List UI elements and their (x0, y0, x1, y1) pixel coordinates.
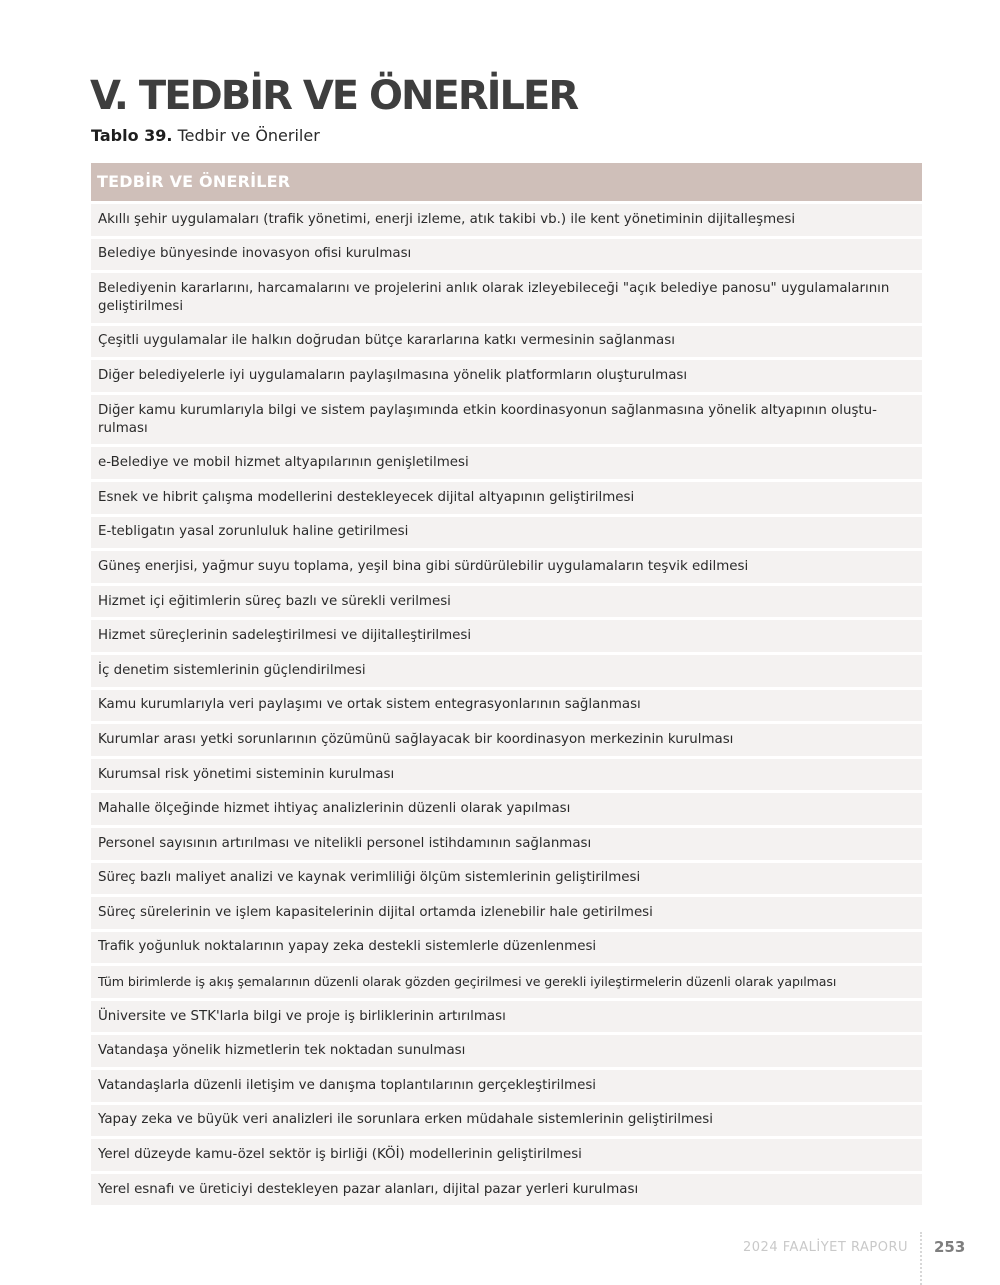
table-row: Vatandaşa yönelik hizmetlerin tek noktadan sunulması (91, 1035, 922, 1067)
table-row: Yerel esnafı ve üreticiyi destekleyen pazar alanları, dijital pazar yerleri kurulması (91, 1174, 922, 1206)
page-title: V. TEDBİR VE ÖNERİLER (90, 73, 578, 119)
footer-divider (920, 1232, 922, 1285)
table-row: Vatandaşlarla düzenli iletişim ve danışma toplantılarının gerçekleştirilmesi (91, 1070, 922, 1102)
table-row: Akıllı şehir uygulamaları (trafik yönetimi, enerji izleme, atık takibi vb.) ile kent yönetiminin dijitalleşmesi (91, 204, 922, 236)
report-label: 2024 FAALİYET RAPORU (743, 1240, 908, 1255)
table-row: Üniversite ve STK'larla bilgi ve proje iş birliklerinin artırılması (91, 1001, 922, 1033)
table-row: Çeşitli uygulamalar ile halkın doğrudan bütçe kararlarına katkı vermesinin sağlanması (91, 326, 922, 358)
table-row: Diğer belediyelerle iyi uygulamaların paylaşılmasına yönelik platformların oluşturulması (91, 360, 922, 392)
table-row: Hizmet içi eğitimlerin süreç bazlı ve sürekli verilmesi (91, 586, 922, 618)
table-row: Mahalle ölçeğinde hizmet ihtiyaç analizlerinin düzenli olarak yapılması (91, 793, 922, 825)
table-row: E-tebligatın yasal zorunluluk haline getirilmesi (91, 517, 922, 549)
caption-text: Tedbir ve Öneriler (177, 126, 320, 145)
table-row: Hizmet süreçlerinin sadeleştirilmesi ve dijitalleştirilmesi (91, 620, 922, 652)
caption-label: Tablo 39. (91, 126, 173, 145)
table-row: Esnek ve hibrit çalışma modellerini destekleyecek dijital altyapının geliştirilmesi (91, 482, 922, 514)
table-row: Süreç bazlı maliyet analizi ve kaynak verimliliği ölçüm sistemlerinin geliştirilmesi (91, 863, 922, 895)
table-row: Kurumlar arası yetki sorunlarının çözümünü sağlayacak bir koordinasyon merkezinin kurulması (91, 724, 922, 756)
table-row: Yerel düzeyde kamu-özel sektör iş birliği (KÖİ) modellerinin geliştirilmesi (91, 1139, 922, 1171)
table-row: Yapay zeka ve büyük veri analizleri ile sorunlara erken müdahale sistemlerinin geliştirilmesi (91, 1105, 922, 1137)
table-header: TEDBİR VE ÖNERİLER (91, 163, 922, 201)
table-row: İç denetim sistemlerinin güçlendirilmesi (91, 655, 922, 687)
table-row: Belediyenin kararlarını, harcamalarını ve projelerini anlık olarak izleyebileceği "açık belediye panosu" uygulamalarının geliştirilmesi (91, 273, 922, 323)
table-row: Kurumsal risk yönetimi sisteminin kurulması (91, 759, 922, 791)
table-row: Güneş enerjisi, yağmur suyu toplama, yeşil bina gibi sürdürülebilir uygulamaların teşvik edilmesi (91, 551, 922, 583)
measures-table (91, 163, 922, 1205)
table-row: Belediye bünyesinde inovasyon ofisi kurulması (91, 239, 922, 271)
table-row: Diğer kamu kurumlarıyla bilgi ve sistem paylaşımında etkin koordinasyonun sağlanmasına yönelik altyapının oluştu-rulması (91, 395, 922, 445)
table-caption (91, 126, 320, 146)
table-row: e-Belediye ve mobil hizmet altyapılarının genişletilmesi (91, 447, 922, 479)
table-row: Tüm birimlerde iş akış şemalarının düzenli olarak gözden geçirilmesi ve gerekli iyileştirmelerin düzenli olarak yapılması (91, 966, 922, 998)
table-row: Süreç sürelerinin ve işlem kapasitelerinin dijital ortamda izlenebilir hale getirilmesi (91, 897, 922, 929)
page-number: 253 (934, 1238, 966, 1256)
table-row: Kamu kurumlarıyla veri paylaşımı ve ortak sistem entegrasyonlarının sağlanması (91, 690, 922, 722)
table-row: Personel sayısının artırılması ve nitelikli personel istihdamının sağlanması (91, 828, 922, 860)
table-row: Trafik yoğunluk noktalarının yapay zeka destekli sistemlerle düzenlenmesi (91, 932, 922, 964)
